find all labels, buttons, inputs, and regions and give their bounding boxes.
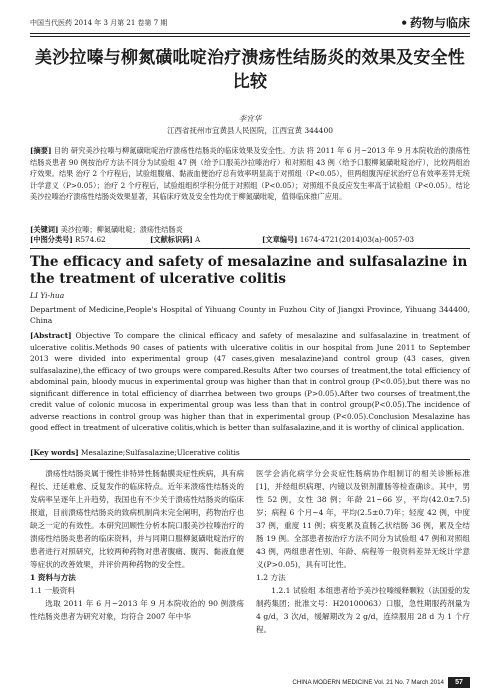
section-rule <box>30 248 470 249</box>
abstract-cn <box>30 145 470 203</box>
section-heading-methods: 1 资料与方法 <box>30 573 76 582</box>
page-footer <box>250 677 470 689</box>
body-column-left <box>30 467 244 623</box>
body-rule <box>30 459 470 460</box>
article-number-field <box>262 235 414 245</box>
abstract-cn-text: 目的 研究美沙拉嗪与柳氮磺吡啶治疗溃疡性结肠炎的临床效果及安全性。方法 将 2011 年 6 月~2013 年 9 月本院收治的溃疡性结肠炎患者 90 例按治疗方法不同分为试验组 47 例（给予口服美沙拉嗪治疗）和对照组 43 例（给予口服柳氮磺吡啶治疗），比较两组治疗效果。结果 治疗 2 个疗程后，试验组腹痛、黏液血便治疗总有效率明显高于对照组（P<0.05），但两组腹泻症状治疗总有效率差异无统计学意义（P>0.05）；治疗 2 个疗程后，试验组组织学积分低于对照组（P<0.05）；对照组不良反应发生率高于试验组（P<0.05）。结论 美沙拉嗪治疗溃疡性结肠炎效果显著，其临床疗效及安全性均优于柳氮磺吡啶，值得临床推广应用。 <box>30 146 470 202</box>
keywords-en <box>30 448 470 457</box>
classification-row <box>30 235 470 247</box>
general-data-paragraph: 选取 2011 年 6 月~2013 年 9 月本院收治的 90 例溃疡性结肠炎患者为研究对象，均符合 2007 年中华 <box>30 599 244 621</box>
section-label-text: 药物与临床 <box>409 16 470 30</box>
doc-code-label: [文献标识码] <box>150 235 193 244</box>
criteria-paragraph: 医学会消化病学分会炎症性肠病协作组制订的相关诊断标准[1]，并经组织病理、内镜以及钡剂灌肠等检查确诊。其中，男性 52 例，女性 38 例；年龄 21~66 岁，平均(42.0±7.5)岁；病程 6 个月~4 年，平均(2.5±0.7)年；轻度 42 例，中度 37 例，重度 11 例；病变累及直肠乙状结肠 36 例，累及全结肠 19 例。全部患者按治疗方法不同分为试验组 47 例和对照组 43 例，两组患者性别、年龄、病程等一般资料差异无统计学意义(P>0.05)，具有可比性。 <box>256 469 470 569</box>
doc-code-value: A <box>195 235 201 244</box>
keywords-en-label: [Key words] <box>30 448 79 457</box>
article-title-cn: 美沙拉嗪与柳氮磺吡啶治疗溃疡性结肠炎的效果及安全性比较 <box>35 48 465 92</box>
abstract-cn-label: [摘要] <box>30 146 52 155</box>
abstract-en-text: Objective To compare the clinical efficacy and safety of mesalazine and sulfasalazine in treatment of ulcerative colitis.Methods 90 cases of patients with ulcerative colitis in our hospital from June 2011 to September 2013 were divided into experimental group (47 cases,given mesalazine)and control group (43 cases, given sulfasalazine),the efficacy of two groups were compared.Results After two courses of treatment,the total efficiency of abdominal pain, bloody mucus in experimental group was higher than that in control group (P<0.05),but there was no significant difference in total efficiency of diarrhea between two groups (P>0.05).After two courses of treatment,the credit value of colonic mucosa in experimental group was less than that in control group(P<0.05).The incidence of adverse reactions in control group was higher than that in experimental group (P<0.05).Conclusion Mesalazine has good effect in treatment of ulcerative colitis,which is better than sulfasalazine,and it is worthy of clinical application. <box>30 331 470 432</box>
journal-issue-line: 中国当代医药 2014 年 3 月第 21 卷第 7 期 <box>30 19 168 27</box>
affiliation-en: Department of Medicine,People's Hospital of Yihuang County in Fuzhou City of Jiangxi Province, Yihuang 344400, China <box>30 305 470 326</box>
author-en: LI Yi-hua <box>30 291 65 300</box>
clc-value: R574.62 <box>75 235 106 244</box>
section-label <box>400 14 470 31</box>
subsection-heading-general: 1.1 一般资料 <box>30 586 75 595</box>
abstract-en <box>30 330 470 434</box>
intro-paragraph: 溃疡性结肠炎属于慢性非特异性肠黏膜炎症性疾病，具有病程长、迁延难愈、反复发作的临床特点。近年来溃疡性结肠炎的发病率呈逐年上升趋势，我国也有不少关于溃疡性结肠炎的临床报道，目前溃疡性结肠炎的致病机制尚未完全阐明，药物治疗也缺乏一定的有效性。本研究回顾性分析本院口服美沙拉嗪治疗的溃疡性结肠炎患者的临床资料，并与同期口服柳氮磺吡啶治疗的患者进行对照研究，比较两种药物对患者腹痛、腹泻、黏液血便等症状的改善效果，并评价两种药物的安全性。 <box>30 469 244 569</box>
keywords-cn <box>30 224 470 235</box>
keywords-cn-text: 美沙拉嗪；柳氮磺吡啶；溃疡性结肠炎 <box>60 225 183 234</box>
subsection-heading-methods: 1.2 方法 <box>256 573 286 582</box>
footer-journal: CHINA MODERN MEDICINE Vol. 21 No. 7 March 2014 <box>292 679 444 686</box>
article-title-en: The efficacy and safety of mesalazine and sulfasalazine in the treatment of ulcerative colitis <box>30 254 468 287</box>
doc-code-field <box>150 235 200 245</box>
affiliation-cn: 江西省抚州市宜黄县人民医院，江西宜黄 344400 <box>166 126 333 135</box>
bullet-icon: • <box>400 16 408 30</box>
abstract-en-label: [Abstract] <box>30 331 72 340</box>
header-rule-thin <box>30 36 470 37</box>
article-number-label: [文章编号] <box>262 235 298 244</box>
article-number-value: 1674-4721(2014)03(a)-0057-03 <box>299 235 415 244</box>
page-number: 57 <box>448 677 470 688</box>
body-column-right <box>256 467 470 636</box>
keywords-en-text: Mesalazine;Sulfasalazine;Ulcerative colitis <box>81 448 240 457</box>
experimental-group-paragraph: 1.2.1 试验组 本组患者给予美沙拉嗪缓释颗粒（法国爱的发制药集团；批准文号：H20100063）口服，急性期服药剂量为 4 g/d，3 次/d，缓解期改为 2 g/d，连续服用 28 d 为 1 个疗程。 <box>256 586 470 634</box>
header-rule <box>30 33 470 34</box>
clc-label: [中图分类号] <box>30 235 73 244</box>
running-head <box>30 14 470 34</box>
keywords-cn-label: [关键词] <box>30 225 59 234</box>
clc-field <box>30 235 106 245</box>
author-cn: 李宜华 <box>238 114 262 123</box>
